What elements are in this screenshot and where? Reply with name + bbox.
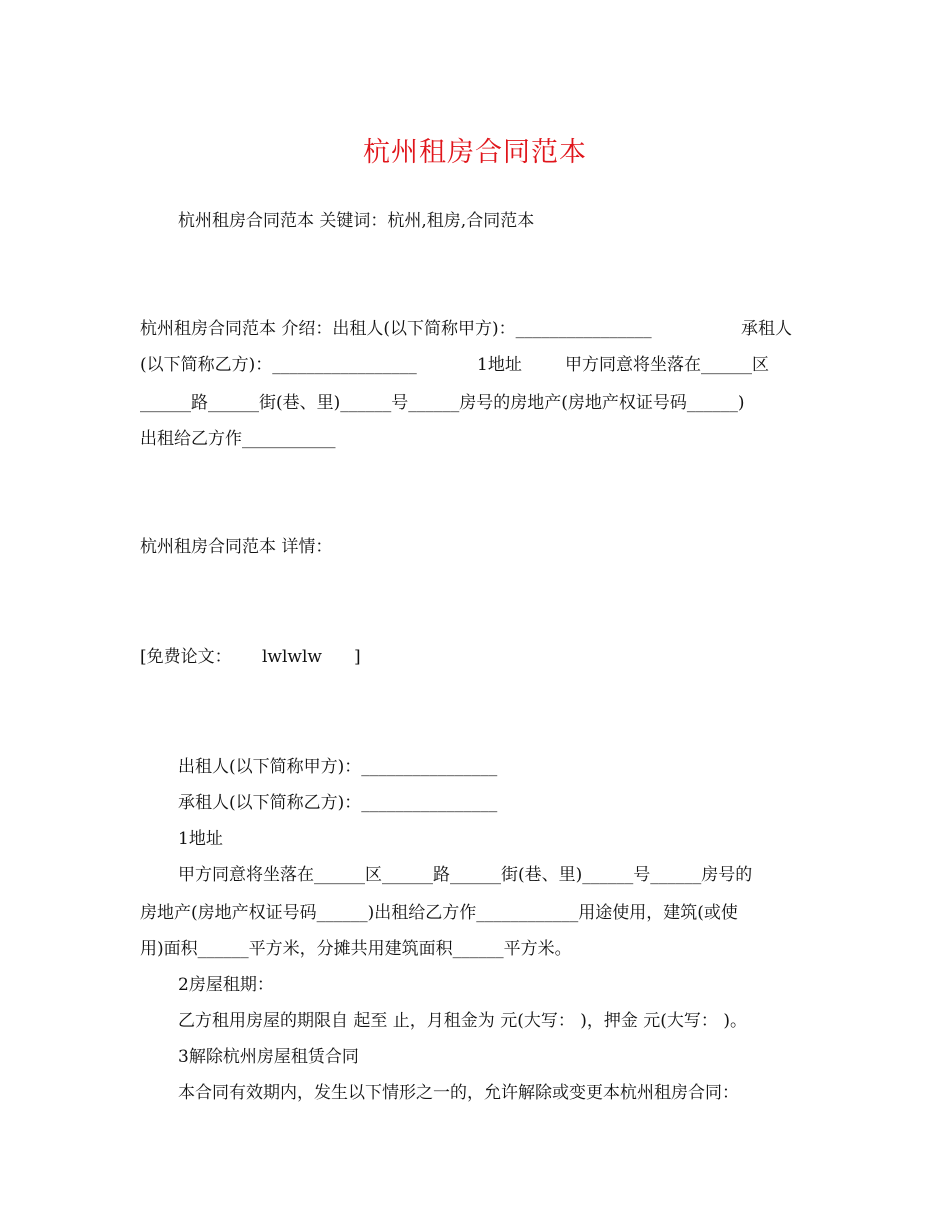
lessee-line: 承租人(以下简称乙方)：________________ [178,793,498,813]
intro-line-4: 出租给乙方作___________ [140,429,336,449]
section-2-line-1: 乙方租用房屋的期限自 起至 止，月租金为 元(大写： )，押金 元(大写： )。 [178,1011,747,1031]
intro-line-2c: 甲方同意将坐落在______区 [565,355,769,375]
free-paper-open: [免费论文： [140,647,232,667]
intro-line-1a: 杭州租房合同范本 介绍：出租人(以下简称甲方)：________________ [140,319,652,339]
keywords-line: 杭州租房合同范本 关键词：杭州,租房,合同范本 [178,211,535,231]
intro-line-1b: 承租人 [741,319,792,339]
section-1-line-2: 房地产(房地产权证号码______)出租给乙方作____________用途使用，建筑(或使 [140,903,738,923]
document-title: 杭州租房合同范本 [363,137,587,168]
free-paper-close: ] [354,647,361,667]
intro-line-3: ______路______街(巷、里)______号______房号的房地产(房地产权证号码______) [140,393,745,413]
section-2-heading: 2房屋租期： [178,975,274,995]
details-label: 杭州租房合同范本 详情： [140,537,333,557]
intro-line-2a: (以下简称乙方)：_________________ [140,355,417,375]
section-3-heading: 3解除杭州房屋租赁合同 [178,1047,359,1067]
section-1-line-3: 用)面积______平方米，分摊共用建筑面积______平方米。 [140,939,572,959]
section-1-line-1: 甲方同意将坐落在______区______路______街(巷、里)______号______房号的 [178,865,753,885]
section-3-line-1: 本合同有效期内，发生以下情形之一的，允许解除或变更本杭州租房合同： [178,1083,739,1103]
lessor-line: 出租人(以下简称甲方)：________________ [178,757,498,777]
free-paper-code: lwlwlw [262,647,322,667]
intro-line-2b: 1地址 [477,355,522,375]
section-1-heading: 1地址 [178,829,223,849]
